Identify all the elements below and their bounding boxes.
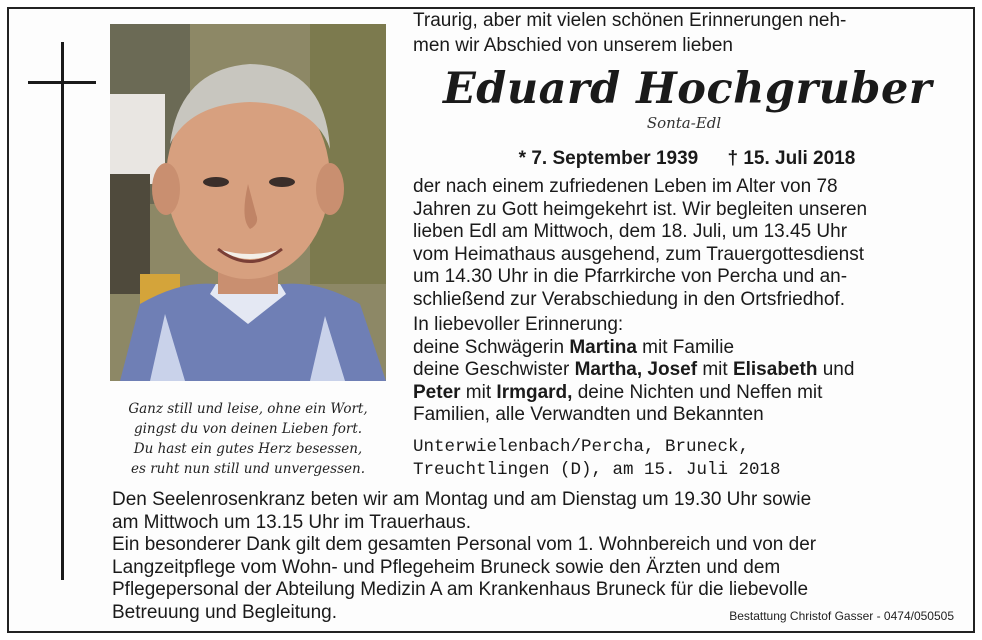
mourners-text: mit bbox=[460, 381, 497, 403]
death-date: † 15. Juli 2018 bbox=[727, 148, 856, 169]
footer-line: Ein besonderer Dank gilt dem gesamten Personal vom 1. Wohnbereich und von der bbox=[112, 534, 817, 556]
body-text bbox=[413, 176, 961, 312]
mourners-line: Familien, alle Verwandten und Bekannten bbox=[413, 404, 764, 426]
footer-line: am Mittwoch um 13.15 Uhr im Trauerhaus. bbox=[112, 511, 472, 533]
footer-line: Betreuung und Begleitung. bbox=[112, 601, 338, 623]
intro-line: men wir Abschied von unserem lieben bbox=[413, 35, 734, 56]
mourner-name: Martha, Josef bbox=[574, 359, 698, 381]
intro-line: Traurig, aber mit vielen schönen Erinnerungen neh- bbox=[413, 10, 847, 31]
deceased-nickname: Sonta-Edl bbox=[646, 114, 722, 132]
mourners-text: mit bbox=[697, 359, 733, 381]
body-line: der nach einem zufriedenen Leben im Alter von 78 bbox=[413, 176, 838, 197]
poem bbox=[112, 399, 384, 479]
birth-date: * 7. September 1939 bbox=[518, 148, 699, 169]
body-line: lieben Edl am Mittwoch, dem 18. Juli, um 13.45 Uhr bbox=[413, 221, 848, 243]
mourners-line bbox=[413, 337, 961, 360]
life-dates bbox=[413, 146, 961, 172]
cross-horizontal-bar bbox=[28, 81, 96, 84]
body-line: um 14.30 Uhr in die Pfarrkirche von Percha und an- bbox=[413, 266, 848, 288]
poem-line: Ganz still und leise, ohne ein Wort, bbox=[128, 401, 368, 417]
place-line: Treuchtlingen (D), am 15. Juli 2018 bbox=[413, 459, 781, 480]
mourners-heading: In liebevoller Erinnerung: bbox=[413, 314, 624, 335]
footer-line: Pflegepersonal der Abteilung Medizin A am Krankenhaus Bruneck für die liebevolle bbox=[112, 579, 809, 601]
mourner-name: Irmgard, bbox=[496, 381, 573, 403]
mourners-text: und bbox=[817, 359, 855, 381]
mourners-text: deine Nichten und Neffen mit bbox=[572, 381, 823, 403]
cross-vertical-bar bbox=[61, 42, 64, 580]
footer-line: Den Seelenrosenkranz beten wir am Montag und am Dienstag um 19.30 Uhr sowie bbox=[112, 489, 812, 510]
deceased-name: Eduard Hochgruber bbox=[443, 64, 932, 114]
mourners-line bbox=[413, 382, 961, 405]
place-date bbox=[413, 436, 961, 481]
intro-text bbox=[413, 8, 961, 58]
mourner-name: Peter bbox=[413, 381, 461, 403]
poem-line: es ruht nun still und unvergessen. bbox=[131, 461, 365, 477]
undertaker-credit: Bestattung Christof Gasser - 0474/050505 bbox=[729, 609, 954, 623]
poem-line: gingst du von deinen Lieben fort. bbox=[133, 421, 363, 437]
poem-line: Du hast ein gutes Herz besessen, bbox=[133, 441, 363, 457]
mourners-list bbox=[413, 314, 961, 427]
portrait-photo bbox=[110, 24, 386, 381]
body-line: vom Heimathaus ausgehend, zum Trauergottesdienst bbox=[413, 243, 864, 265]
footer-text bbox=[112, 489, 964, 625]
mourner-name: Elisabeth bbox=[732, 359, 818, 381]
mourners-text: mit Familie bbox=[636, 336, 735, 358]
footer-line: Langzeitpflege vom Wohn- und Pflegeheim Bruneck sowie den Ärzten und dem bbox=[112, 556, 781, 578]
body-line: schließend zur Verabschiedung in den Ortsfriedhof. bbox=[413, 288, 845, 310]
place-line: Unterwielenbach/Percha, Bruneck, bbox=[413, 437, 750, 457]
mourners-text: deine Geschwister bbox=[413, 359, 575, 381]
mourner-name: Martina bbox=[569, 336, 637, 358]
body-line: Jahren zu Gott heimgekehrt ist. Wir begleiten unseren bbox=[413, 198, 868, 220]
mourners-line bbox=[413, 359, 961, 382]
mourners-text: deine Schwägerin bbox=[413, 336, 570, 358]
